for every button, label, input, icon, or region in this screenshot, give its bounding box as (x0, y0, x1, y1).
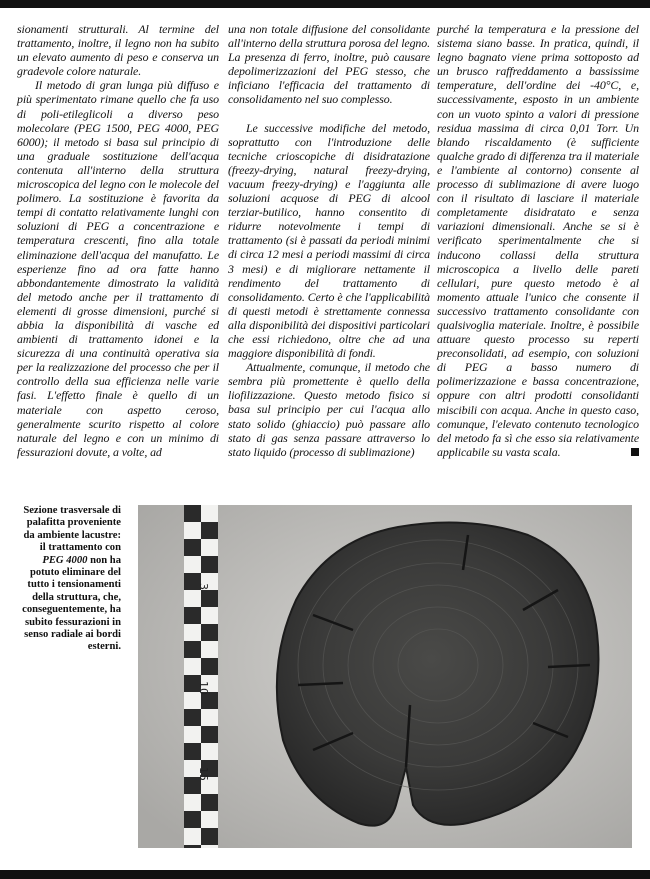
paragraph-text: purché la temperatura e la pressione del sistema siano basse. In pratica, quindi, il legno bagnato viene prima sottoposto ad un brusco raffreddamento a bassissime temperature, dell'ordine dei -40°C, e, successivamente, esposto in un ambiente con un vuoto spinto a valori di pressione residua massima di circa 0,01 Torr. Un blando riscaldamento (è sufficiente qualche grado di differenza tra il materiale e l'ambiente al contorno) consente al processo di sublimazione di avere luogo con il risultato di lasciare il materiale completamente disidratato e senza variazioni dimensionali. Anche se si è verificato sperimentalmente che si inducono collassi della struttura microscopica a livello delle pareti cellulari, pure questo metodo è al momento attuale l'unico che consente il successivo trattamento consolidante con qualsivoglia materiale. Inoltre, è possibile attuare questo processo su reperti preconsolidati, ad esempio, con soluzioni di PEG a basso numero di polimerizzazione e bassa concentrazione, oppure con altri prodotti consolidanti miscibili con acqua. Anche in questo caso, comunque, l'elevato contenuto tecnologico del metodo fa sì che esso sia relativamente applicabile su vasta scala. (437, 22, 639, 459)
ruler-check (184, 811, 201, 828)
wood-section-photo (138, 505, 632, 848)
wood-cross-section (277, 523, 599, 826)
end-of-article-mark (631, 448, 639, 456)
ruler-label-10: 10 (197, 681, 210, 695)
ruler-check (201, 590, 218, 607)
ruler-check (201, 658, 218, 675)
ruler-label-3: 3 (197, 583, 210, 590)
paragraph: sionamenti strutturali. Al termine del trattamento, inoltre, il legno non ha subito un elevato aumento di peso e conserva un gradevole colore naturale. (17, 22, 219, 79)
ruler-check (184, 641, 201, 658)
ruler-check (201, 794, 218, 811)
paragraph: Attualmente, comunque, il metodo che sembra più promettente è quello della liofilizzazione. Questo metodo fisico si basa sul principio per cui l'acqua allo stato solido (ghiaccio) può passare allo stato di gas senza passare attraverso lo stato liquido (processo di sublimazione) (228, 360, 430, 459)
ruler-check (184, 709, 201, 726)
photo-drawing (138, 505, 632, 848)
ruler-check (201, 522, 218, 539)
bottom-rule (0, 870, 650, 879)
ruler-label-15: 15 (197, 767, 210, 781)
ruler-check (184, 845, 201, 848)
paragraph: Il metodo di gran lunga più diffuso e più sperimentato rimane quello che fa uso di poli-etileglicoli a diverso peso molecolare (PEG 1500, PEG 4000, PEG 6000); il metodo si basa sul principio di una graduale sostituzione dell'acqua contenuta all'interno della struttura microscopica del legno con le molecole del polimero. La sostituzione è favorita da tempi di contatto relativamente lunghi con soluzioni di PEG a concentrazione e temperatura crescenti, fino alla totale eliminazione dell'acqua del manufatto. Le esperienze fino ad ora fatte hanno abbondantemente dimostrato la validità del metodo anche per il trattamento di elementi di grosse dimensioni, purché si abbia la disponibilità di vasche ed ambienti di trattamento idonei e la sicurezza di una continuità operativa sia per la realizzazione del processo che per il controllo della sua efficienza nelle varie fasi. L'effetto finale è quello di un materiale con aspetto ceroso, generalmente scurito rispetto al colore naturale del legno e con un minimo di fessurazioni dovute, a volte, ad (17, 78, 219, 459)
ruler-check (201, 726, 218, 743)
text-column-1 (17, 22, 219, 459)
ruler-check (201, 556, 218, 573)
ruler-check (184, 607, 201, 624)
caption-peg: PEG 4000 (42, 554, 88, 566)
caption-text-end: non ha potuto eliminare del tutto i tensionamenti della struttura, che, conseguentemente, ha subito fessurazioni in senso radiale ai bordi esterni. (22, 554, 121, 653)
ruler-check (201, 828, 218, 845)
scale-ruler (184, 505, 218, 848)
paragraph: una non totale diffusione del consolidante all'interno della struttura porosa del legno. La presenza di ferro, inoltre, può causare depolimerizzazioni del PEG stesso, che inficiano l'efficacia del trattamento di consolidamento nel suo complesso. (228, 22, 430, 107)
ruler-check (184, 505, 201, 522)
ruler-check (184, 539, 201, 556)
paragraph (437, 22, 639, 459)
caption-text-start: Sezione trasversale di palafitta proveniente da ambiente lacustre: il trattamento con (23, 505, 121, 554)
text-column-2 (228, 22, 430, 459)
ruler-check (201, 624, 218, 641)
top-rule (0, 0, 650, 8)
photo-caption (17, 505, 121, 654)
paragraph: Le successive modifiche del metodo, soprattutto con l'introduzione delle tecniche crioscopiche di disidratazione (freezy-drying, natural freezy-drying, vacuum freezy-drying) e l'aggiunta alle soluzioni acquose di PEG di alcool terziar-butilico, hanno consentito di ridurre notevolmente i tempi di trattamento (si è passati da periodi minimi di circa 12 mesi a periodi massimi di circa 3 mesi) e di migliorare nettamente il rendimento del trattamento di consolidamento. Certo è che l'applicabilità di questi metodi è strettamente connessa alla disponibilità dei dispositivi particolari che essi richiedono, oltre che ad una maggiore disponibilità di fondi. (228, 120, 430, 361)
text-column-3 (437, 22, 639, 459)
ruler-check (184, 743, 201, 760)
